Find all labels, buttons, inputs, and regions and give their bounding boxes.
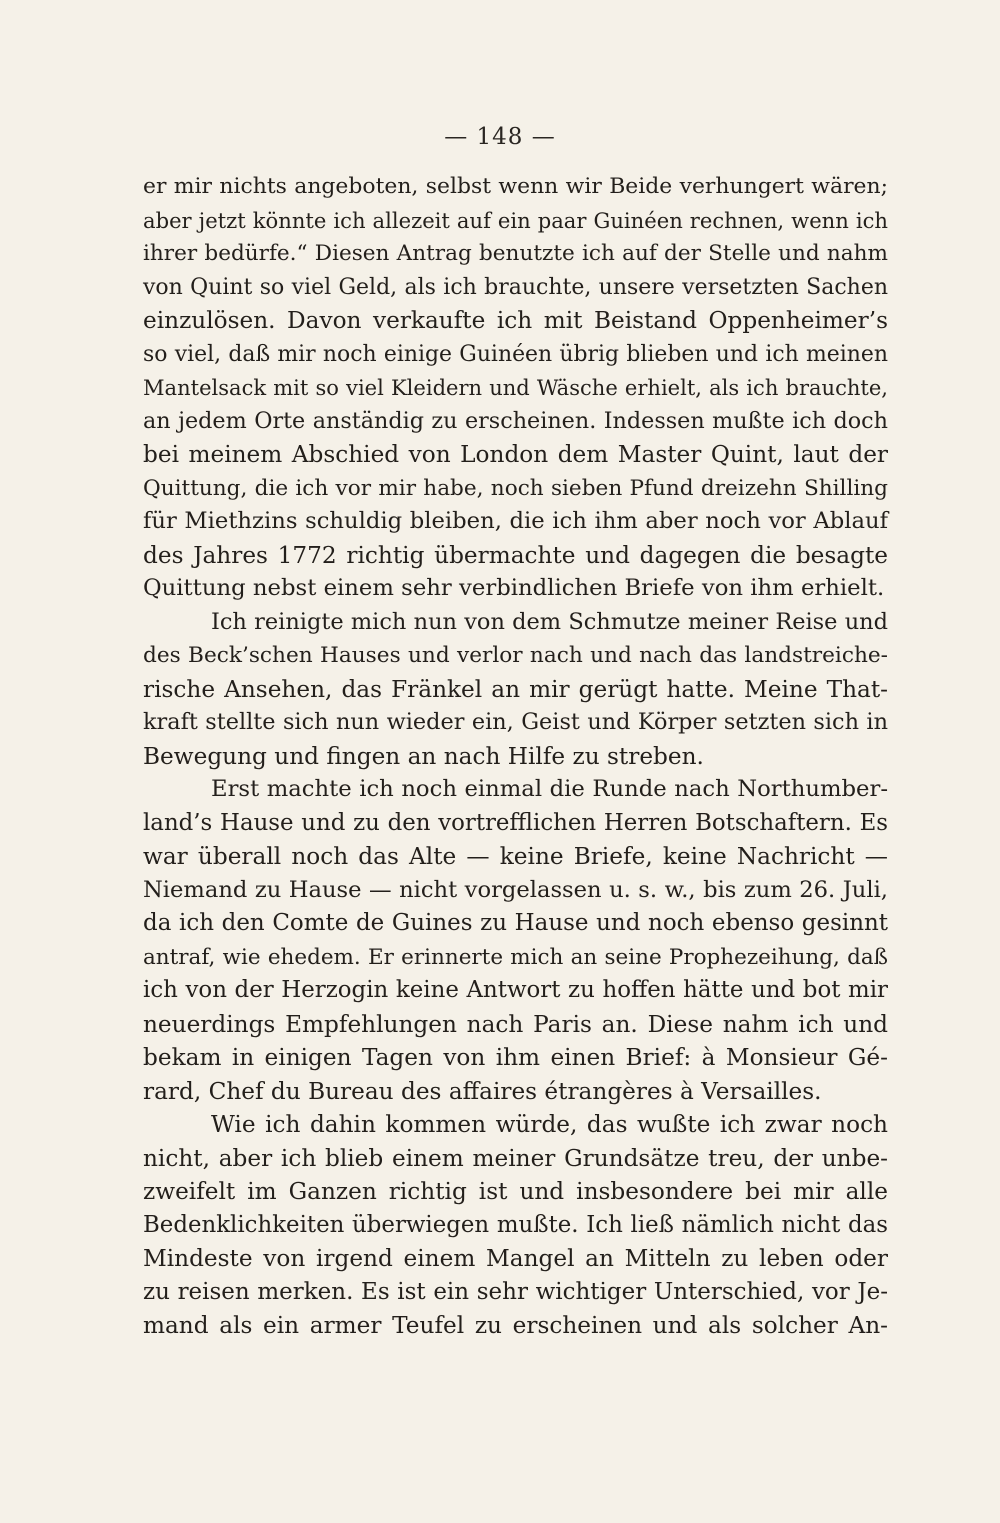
text-line: bei meinem Abschied von London dem Master Quint, laut der <box>143 441 888 468</box>
text-line: land’s Hause und zu den vortrefflichen Herren Botschaftern. Es <box>143 809 888 836</box>
text-line: Mindeste von irgend einem Mangel an Mitteln zu leben oder <box>143 1245 888 1272</box>
text-line: zweifelt im Ganzen richtig ist und insbesondere bei mir alle <box>143 1178 888 1205</box>
text-line: Niemand zu Hause — nicht vorgelassen u. s. w., bis zum 26. Juli, <box>143 876 888 903</box>
text-line: so viel, daß mir noch einige Guinéen übrig blieben und ich meinen <box>143 341 888 367</box>
text-line: da ich den Comte de Guines zu Hause und noch ebenso gesinnt <box>143 910 888 936</box>
body-text <box>143 170 888 1343</box>
paragraph-1 <box>143 170 888 606</box>
text-line: Wie ich dahin kommen würde, das wußte ich zwar noch <box>211 1111 888 1138</box>
page-number: — 148 — <box>444 124 556 150</box>
text-line: Ich reinigte mich nun von dem Schmutze meiner Reise und <box>211 608 888 635</box>
text-line: kraft stellte sich nun wieder ein, Geist und Körper setzten sich in <box>143 709 888 735</box>
text-line: an jedem Orte anständig zu erscheinen. Indessen mußte ich doch <box>143 407 888 434</box>
text-line: antraf, wie ehedem. Er erinnerte mich an seine Prophezeihung, daß <box>143 944 888 970</box>
text-line: Quittung, die ich vor mir habe, noch sieben Pfund dreizehn Shilling <box>143 475 888 501</box>
text-line: mand als ein armer Teufel zu erscheinen und als solcher An- <box>143 1312 888 1339</box>
text-line: neuerdings Empfehlungen nach Paris an. Diese nahm ich und <box>143 1010 888 1038</box>
text-line: des Jahres 1772 richtig übermachte und dagegen die besagte <box>143 541 888 569</box>
text-line: war überall noch das Alte — keine Briefe, keine Nachricht — <box>143 843 888 870</box>
text-line: nicht, aber ich blieb einem meiner Grundsätze treu, der unbe- <box>143 1144 888 1172</box>
text-line: rard, Chef du Bureau des affaires étrangères à Versailles. <box>143 1077 822 1105</box>
text-line: bekam in einigen Tagen von ihm einen Brief: à Monsieur Gé- <box>143 1044 888 1071</box>
text-line: er mir nichts angeboten, selbst wenn wir Beide verhungert wären; <box>143 174 888 199</box>
text-line: Mantelsack mit so viel Kleidern und Wäsche erhielt, als ich brauchte, <box>143 375 888 400</box>
paragraph-2 <box>143 606 888 774</box>
paragraph-4 <box>143 1108 888 1343</box>
text-line: zu reisen merken. Es ist ein sehr wichtiger Unterschied, vor Je- <box>143 1278 888 1305</box>
text-line: Bedenklichkeiten überwiegen mußte. Ich ließ nämlich nicht das <box>143 1211 888 1238</box>
text-line: rische Ansehen, das Fränkel an mir gerügt hatte. Meine That- <box>143 675 888 703</box>
text-line: von Quint so viel Geld, als ich brauchte, unsere versetzten Sachen <box>143 274 888 300</box>
text-line: des Beck’schen Hauses und verlor nach und nach das landstreiche- <box>143 643 888 668</box>
text-line: einzulösen. Davon verkaufte ich mit Beistand Oppenheimer’s <box>143 307 888 334</box>
text-line: Quittung nebst einem sehr verbindlichen Briefe von ihm erhielt. <box>143 575 885 601</box>
text-line: Bewegung und fingen an nach Hilfe zu streben. <box>143 742 704 770</box>
text-line: Erst machte ich noch einmal die Runde nach Northumber- <box>211 776 888 802</box>
text-line: ich von der Herzogin keine Antwort zu hoffen hätte und bot mir <box>143 977 888 1003</box>
text-line: aber jetzt könnte ich allezeit auf ein paar Guinéen rechnen, wenn ich <box>143 207 888 233</box>
paragraph-3 <box>143 773 888 1108</box>
text-line: ihrer bedürfe.“ Diesen Antrag benutzte ich auf der Stelle und nahm <box>143 241 888 266</box>
text-line: für Miethzins schuldig bleiben, die ich ihm aber noch vor Ablauf <box>143 508 888 534</box>
